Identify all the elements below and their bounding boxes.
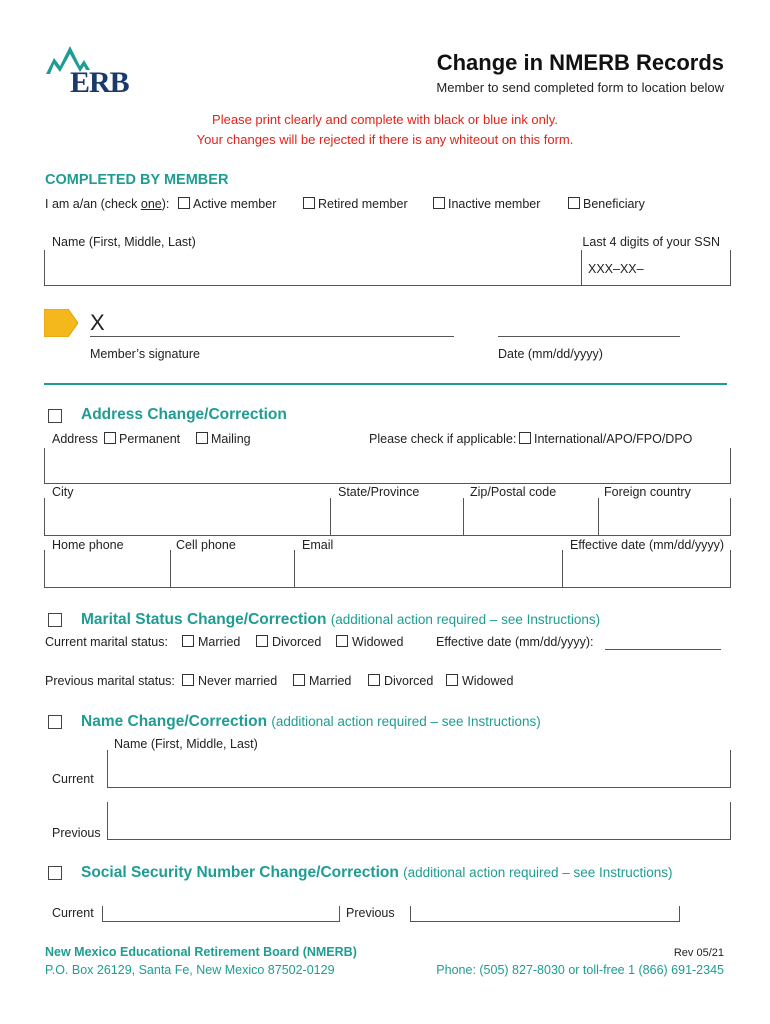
previous-ssn-field[interactable]: [410, 906, 680, 922]
label-international: International/APO/FPO/DPO: [534, 432, 693, 446]
label-retired-member: Retired member: [318, 197, 408, 211]
marital-effective-label: Effective date (mm/dd/yyyy):: [436, 635, 594, 649]
member-name-field[interactable]: [44, 250, 582, 286]
marital-note: (additional action required – see Instructions): [330, 612, 601, 627]
checkbox-beneficiary[interactable]: [568, 197, 580, 209]
name-change-note: (additional action required – see Instructions): [271, 714, 541, 729]
city-field[interactable]: [44, 498, 331, 536]
completed-by-heading: COMPLETED BY MEMBER: [45, 172, 229, 188]
marital-heading: Marital Status Change/Correction (additional action required – see Instructions): [81, 611, 601, 628]
zip-field[interactable]: [463, 498, 599, 536]
label-current-widowed: Widowed: [352, 635, 404, 649]
previous-marital-label: Previous marital status:: [45, 674, 175, 688]
checkbox-previous-divorced[interactable]: [368, 674, 380, 686]
checkbox-international[interactable]: [519, 432, 531, 444]
footer-address: P.O. Box 26129, Santa Fe, New Mexico 87502-0129: [45, 963, 335, 977]
ssn-prefix: XXX–XX–: [588, 262, 644, 276]
checkbox-inactive-member[interactable]: [433, 197, 445, 209]
current-name-field[interactable]: [107, 750, 731, 788]
home-phone-label: Home phone: [52, 538, 124, 552]
checkbox-marital-change[interactable]: [48, 613, 62, 627]
sign-x: X: [90, 310, 105, 335]
cell-phone-label: Cell phone: [176, 538, 236, 552]
erb-logo: [44, 44, 134, 99]
applicable-label: Please check if applicable:: [369, 432, 517, 446]
label-previous-never-married: Never married: [198, 674, 278, 688]
label-beneficiary: Beneficiary: [583, 197, 645, 211]
label-inactive-member: Inactive member: [448, 197, 541, 211]
name-current-label: Current: [52, 772, 94, 786]
country-field[interactable]: [598, 498, 731, 536]
label-current-married: Married: [198, 635, 241, 649]
effective-date-label: Effective date (mm/dd/yyyy): [570, 538, 724, 552]
checkbox-previous-married[interactable]: [293, 674, 305, 686]
label-previous-married: Married: [309, 674, 352, 688]
address-label: Address: [52, 432, 98, 446]
name-previous-label: Previous: [52, 826, 101, 840]
label-active-member: Active member: [193, 197, 277, 211]
label-previous-widowed: Widowed: [462, 674, 514, 688]
checkbox-mailing[interactable]: [196, 432, 208, 444]
logo-text: ERB: [70, 66, 129, 99]
label-mailing: Mailing: [211, 432, 251, 446]
current-ssn-field[interactable]: [102, 906, 340, 922]
footer-rev: Rev 05/21: [673, 947, 724, 959]
signature-date-label: Date (mm/dd/yyyy): [498, 347, 603, 361]
city-label: City: [52, 485, 74, 499]
checkbox-address-change[interactable]: [48, 409, 62, 423]
checkbox-previous-widowed[interactable]: [446, 674, 458, 686]
state-label: State/Province: [338, 485, 420, 499]
checkbox-current-divorced[interactable]: [256, 635, 268, 647]
notice-line-1: Please print clearly and complete with black or blue ink only.: [212, 112, 558, 127]
page-subtitle: Member to send completed form to location below: [436, 80, 724, 95]
footer-org: New Mexico Educational Retirement Board (NMERB): [45, 945, 357, 959]
cell-phone-field[interactable]: [170, 550, 295, 588]
date-line[interactable]: [498, 336, 680, 337]
checkbox-current-widowed[interactable]: [336, 635, 348, 647]
email-label: Email: [302, 538, 334, 552]
email-field[interactable]: [294, 550, 563, 588]
zip-label: Zip/Postal code: [470, 485, 557, 499]
name-label: Name (First, Middle, Last): [52, 235, 196, 249]
member-type-label: I am a/an (check one):: [45, 197, 170, 211]
checkbox-name-change[interactable]: [48, 715, 62, 729]
section-divider: [44, 383, 727, 385]
ssn-change-heading: Social Security Number Change/Correction (additional action required – see Instructions): [81, 864, 673, 881]
label-permanent: Permanent: [119, 432, 181, 446]
home-phone-field[interactable]: [44, 550, 171, 588]
state-field[interactable]: [330, 498, 464, 536]
address-field[interactable]: [44, 448, 731, 484]
country-label: Foreign country: [604, 485, 691, 499]
address-effective-date-field[interactable]: [562, 550, 731, 588]
label-previous-divorced: Divorced: [384, 674, 434, 688]
checkbox-permanent[interactable]: [104, 432, 116, 444]
signature-label: Member’s signature: [90, 347, 201, 361]
page-title: Change in NMERB Records: [436, 50, 724, 75]
ssn-previous-label: Previous: [346, 906, 395, 920]
address-heading: Address Change/Correction: [81, 406, 287, 423]
sign-here-arrow-icon: [44, 309, 78, 337]
label-current-divorced: Divorced: [272, 635, 322, 649]
previous-name-field[interactable]: [107, 802, 731, 840]
ssn-current-label: Current: [52, 906, 94, 920]
checkbox-current-married[interactable]: [182, 635, 194, 647]
notice-line-2: Your changes will be rejected if there is any whiteout on this form.: [196, 132, 574, 147]
signature-line[interactable]: [90, 336, 454, 337]
name-change-name-label: Name (First, Middle, Last): [114, 737, 258, 751]
footer-phone: Phone: (505) 827-8030 or toll-free 1 (866) 691-2345: [436, 963, 724, 977]
current-marital-label: Current marital status:: [45, 635, 168, 649]
ssn-change-note: (additional action required – see Instructions): [403, 865, 673, 880]
checkbox-retired-member[interactable]: [303, 197, 315, 209]
checkbox-previous-never-married[interactable]: [182, 674, 194, 686]
checkbox-ssn-change[interactable]: [48, 866, 62, 880]
name-change-heading: Name Change/Correction (additional action required – see Instructions): [81, 713, 541, 730]
checkbox-active-member[interactable]: [178, 197, 190, 209]
ssn-label: Last 4 digits of your SSN: [582, 235, 720, 249]
marital-effective-date-line[interactable]: [605, 649, 721, 650]
